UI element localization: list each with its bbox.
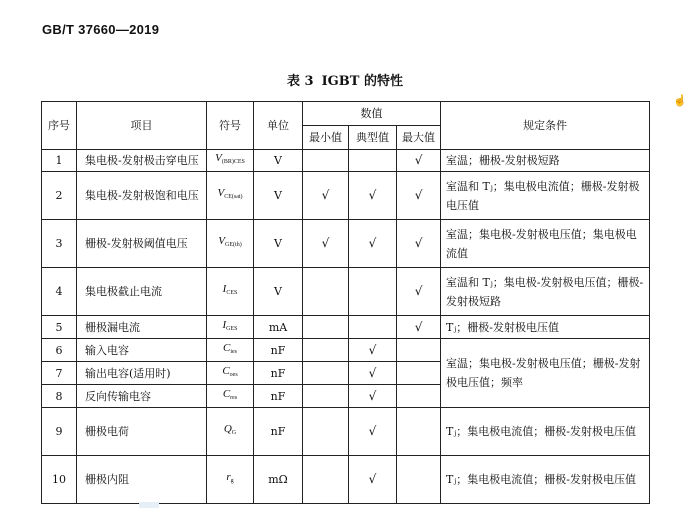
col-seq: 序号: [42, 102, 77, 150]
table-row: 7 输出电容(适用时) $C_{oes}$ nF √: [42, 362, 650, 385]
table-row: 6 输入电容 $C_{ies}$ nF √ 室温；集电极-发射极电压值；栅极-发射极电压值；频率: [42, 339, 650, 362]
capacitance-conditions: 室温；集电极-发射极电压值；栅极-发射极电压值；频率: [441, 339, 650, 408]
standard-code: GB/T 37660—2019: [42, 22, 160, 37]
check-mark: √: [397, 220, 441, 268]
col-max: 最大值: [397, 126, 441, 150]
table-row: 9 栅极电荷 $Q_G$ nF √ Tⱼ；集电极电流值；栅极-发射极电压值: [42, 408, 650, 456]
col-item: 项目: [77, 102, 207, 150]
table-label: 表 3: [287, 74, 314, 89]
col-symbol: 符号: [207, 102, 254, 150]
col-typ: 典型值: [349, 126, 397, 150]
check-mark: √: [349, 385, 397, 408]
scan-artifact: [139, 502, 159, 508]
table-row: 3 栅极-发射极阈值电压 $V_{GE(th)}$ V √ √ √ 室温；集电极-发射极电压值；集电极电流值: [42, 220, 650, 268]
table-row: 4 集电极截止电流 $I_{CES}$ V √ 室温和 Tⱼ；集电极-发射极电压值；栅极-发射极短路: [42, 268, 650, 316]
check-mark: √: [349, 339, 397, 362]
col-values: 数值: [303, 102, 441, 126]
table-row: 5 栅极漏电流 $I_{GES}$ mA √ Tⱼ；栅极-发射极电压值: [42, 316, 650, 339]
table-row: 1 集电极-发射极击穿电压 $V_{(BR)CES}$ V √ 室温；栅极-发射极短路: [42, 150, 650, 172]
check-mark: √: [397, 268, 441, 316]
check-mark: √: [349, 362, 397, 385]
table-caption: [0, 70, 690, 89]
header-row: [42, 102, 650, 126]
check-mark: √: [349, 220, 397, 268]
col-min: 最小值: [303, 126, 349, 150]
table-row: 10 栅极内阻 $r_g$ mΩ √ Tⱼ；集电极电流值；栅极-发射极电压值: [42, 456, 650, 504]
table-title: IGBT 的特性: [321, 74, 403, 89]
check-mark: √: [397, 316, 441, 339]
col-conditions: 规定条件 ☝: [441, 102, 650, 150]
check-mark: √: [349, 408, 397, 456]
col-unit: 单位: [254, 102, 303, 150]
check-mark: √: [397, 150, 441, 172]
igbt-characteristics-table: [41, 94, 688, 504]
hand-cursor-icon: ☝: [673, 94, 688, 107]
check-mark: √: [349, 172, 397, 220]
check-mark: √: [303, 220, 349, 268]
check-mark: √: [397, 172, 441, 220]
table-row: 8 反向传输电容 $C_{res}$ nF √: [42, 385, 650, 408]
check-mark: √: [303, 172, 349, 220]
check-mark: √: [349, 456, 397, 504]
table-row: 2 集电极-发射极饱和电压 $V_{CE(sat)}$ V √ √ √ 室温和 Tⱼ；集电极电流值；栅极-发射极电压值: [42, 172, 650, 220]
